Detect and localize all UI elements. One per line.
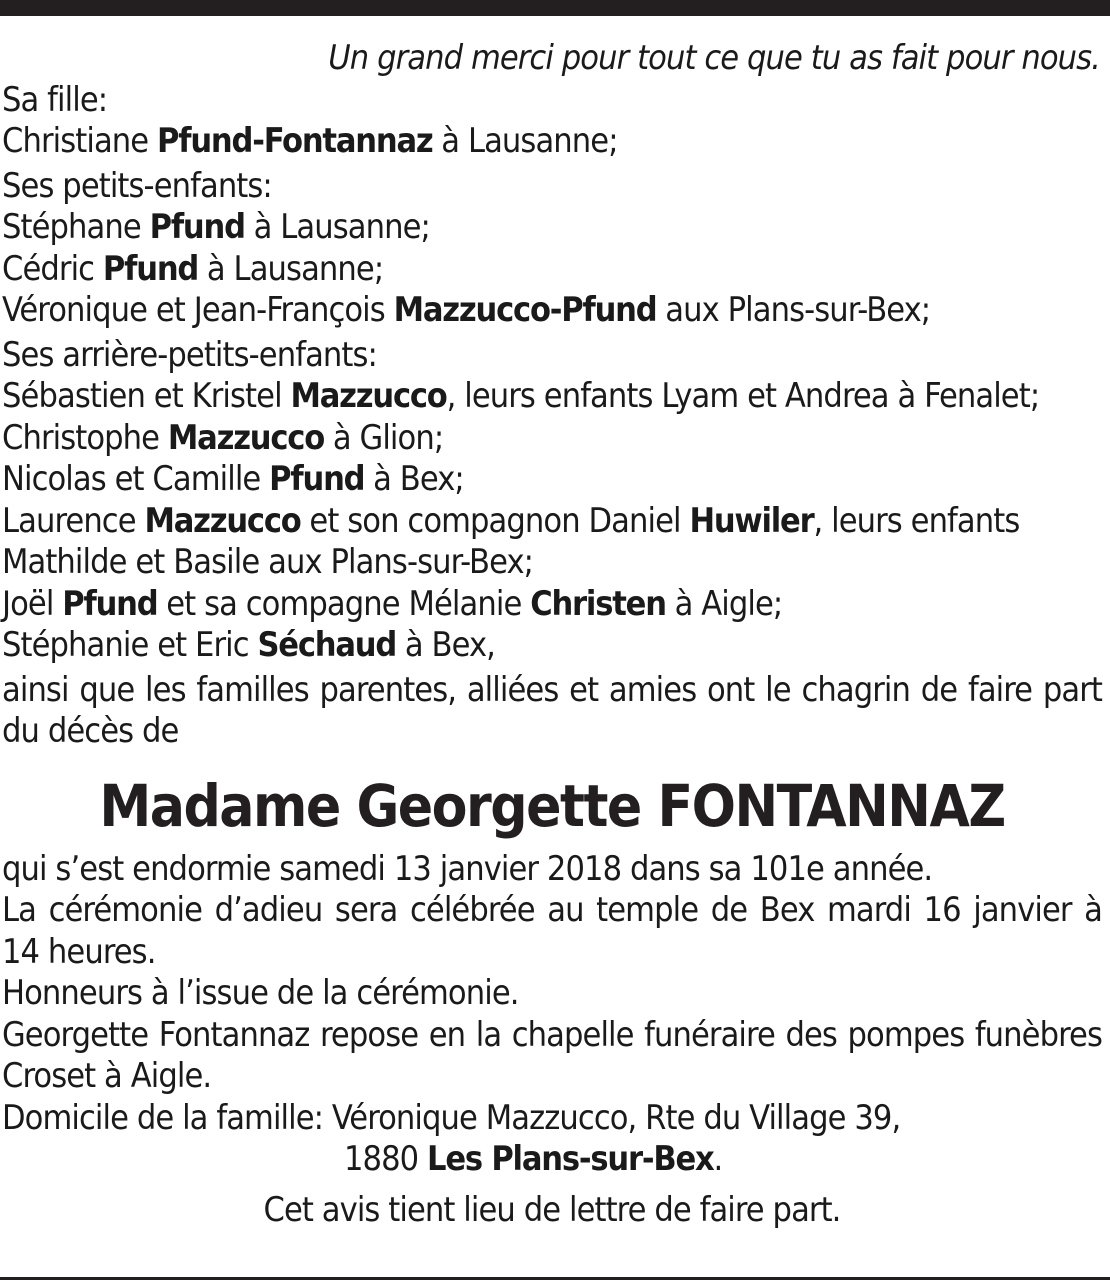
family-surname: Séchaud [257, 625, 397, 665]
family-surname: Mazzucco-Pfund [393, 290, 657, 330]
domicile-line: Domicile de la famille: Véronique Mazzucco, Rte du Village 39, [2, 1097, 901, 1138]
family-member-line: Christiane Pfund-Fontannaz à Lausanne; [2, 121, 618, 161]
family-member-line: Nicolas et Camille Pfund à Bex; [2, 459, 464, 499]
family-surname: Christen [530, 583, 666, 624]
grandchildren-heading: Ses petits-enfants: [2, 165, 272, 206]
family-surname: Pfund-Fontannaz [157, 121, 433, 161]
family-surname: Huwiler [689, 500, 814, 541]
domicile-town: Les Plans-sur-Bex [427, 1139, 714, 1179]
closing-note: Cet avis tient lieu de lettre de faire part. [263, 1189, 841, 1230]
family-member-line: Véronique et Jean-François Mazzucco-Pfund aux Plans-sur-Bex; [2, 290, 931, 330]
family-member-line: Sébastien et Kristel Mazzucco, leurs enfants Lyam et Andrea à Fenalet; [2, 376, 1040, 416]
family-surname: Pfund [149, 207, 245, 247]
family-surname: Pfund [62, 583, 158, 624]
deceased-name: Madame Georgette FONTANNAZ [99, 771, 1005, 840]
family-member-line: Stéphanie et Eric Séchaud à Bex, [2, 625, 495, 665]
family-member-line: Christophe Mazzucco à Glion; [2, 417, 444, 458]
obituary-notice [2, 38, 1102, 1231]
family-member-line: Laurence Mazzucco et son compagnon Daniel Huwiler, leurs enfants [2, 500, 1020, 541]
family-member-line: Joël Pfund et sa compagne Mélanie Christen à Aigle; [2, 583, 783, 624]
resting-place-details: Georgette Fontannaz repose en la chapelle funéraire des pompes funèbres Croset à Aigle. [2, 1014, 1102, 1096]
domicile-address: 1880 Les Plans-sur-Bex. [344, 1139, 723, 1179]
family-member-line: Stéphane Pfund à Lausanne; [2, 207, 430, 247]
family-surname: Mazzucco [290, 376, 447, 416]
family-surname: Pfund [269, 459, 365, 499]
top-rule [0, 0, 1110, 16]
family-surname: Mazzucco [167, 417, 325, 458]
honours-details: Honneurs à l’issue de la cérémonie. [2, 973, 519, 1013]
motto: Un grand merci pour tout ce que tu as fait pour nous. [328, 38, 1100, 78]
great-grandchildren-heading: Ses arrière-petits-enfants: [2, 334, 377, 375]
ceremony-details: La cérémonie d’adieu sera célébrée au temple de Bex mardi 16 janvier à 14 heures. [2, 890, 1102, 972]
family-surname: Mazzucco [144, 500, 301, 541]
bottom-rule [0, 1277, 1110, 1280]
daughter-heading: Sa fille: [2, 79, 108, 120]
announcement-text: ainsi que les familles parentes, alliées et amies ont le chagrin de faire part du décès de [2, 669, 1102, 751]
family-member-line: Cédric Pfund à Lausanne; [2, 248, 384, 289]
death-details: qui s’est endormie samedi 13 janvier 2018 dans sa 101e année. [2, 848, 933, 889]
family-surname: Pfund [102, 248, 199, 289]
family-member-line: Mathilde et Basile aux Plans-sur-Bex; [2, 542, 534, 582]
